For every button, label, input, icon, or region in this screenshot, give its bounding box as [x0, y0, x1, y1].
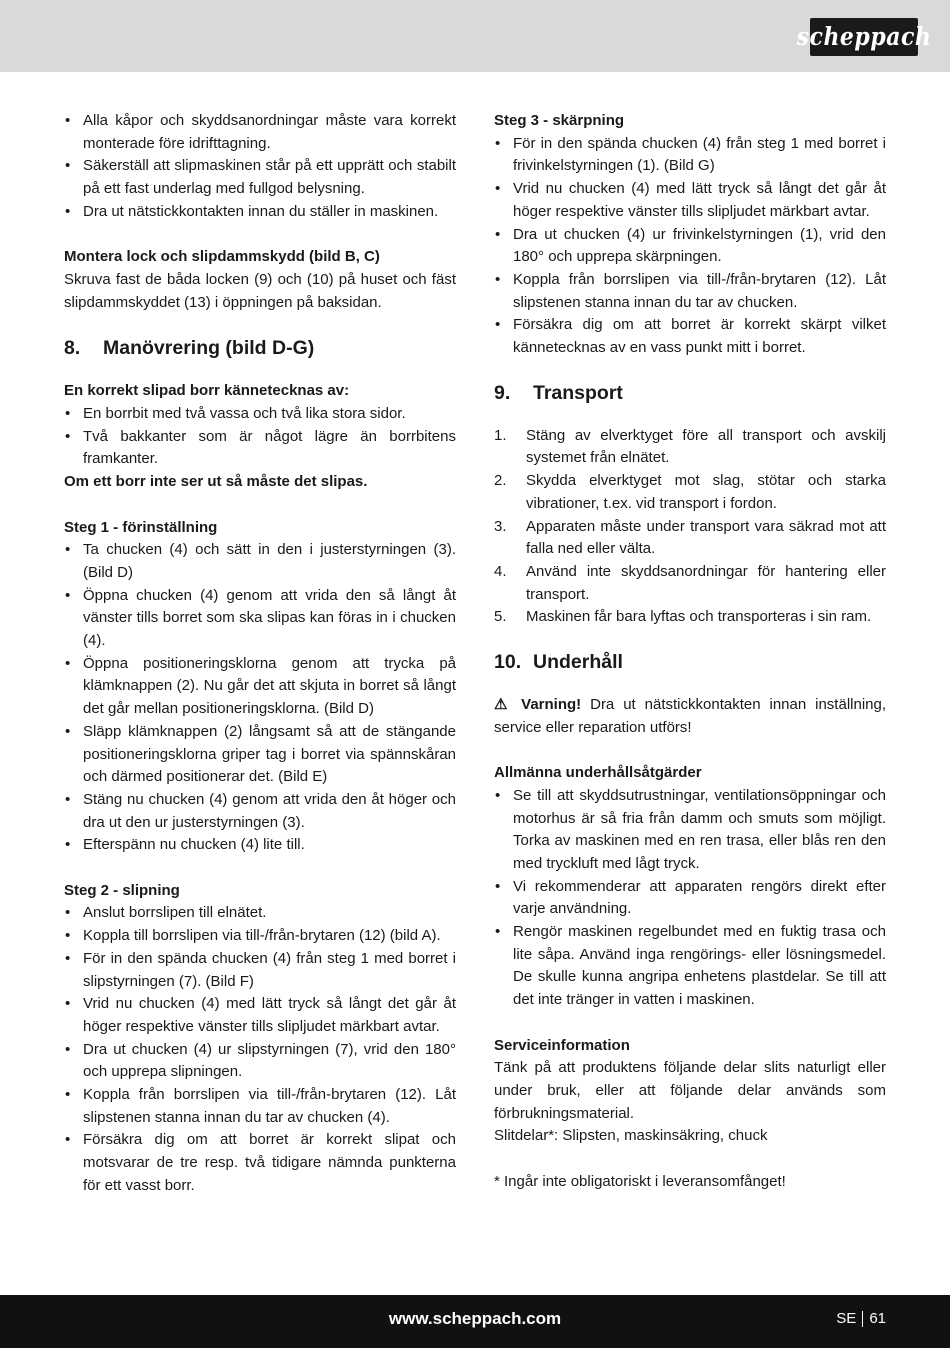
service-text: Tänk på att produktens följande delar slits naturligt eller under bruk, eller att följande delar används som förbrukningsmaterial.: [494, 1059, 886, 1122]
correct-drill-list: [64, 403, 456, 471]
section-number: 8.: [64, 337, 81, 360]
list-item: 5. Maskinen får bara lyftas och transporteras i sin ram.: [494, 608, 872, 626]
list-item: • Anslut borrslipen till elnätet.: [64, 902, 456, 925]
list-item: • Dra ut chucken (4) ur frivinkelstyrningen (1), vrid den 180° och upprepa skärpningen.: [494, 224, 886, 269]
list-item: • För in den spända chucken (4) från steg 1 med borret i frivinkelstyrningen (1). (Bild G): [494, 133, 886, 178]
list-item: • Alla kåpor och skyddsanordningar måste vara korrekt monterade före idrifttagning.: [64, 110, 456, 155]
list-item: • Vi rekommenderar att apparaten rengörs direkt efter varje användning.: [494, 876, 886, 921]
list-item: • För in den spända chucken (4) från steg 1 med borret i slipstyrningen (7). (Bild F): [64, 948, 456, 993]
intro-bullet-list: [64, 110, 456, 224]
section-title: Transport: [533, 381, 623, 404]
list-item: • Öppna positioneringsklorna genom att trycka på klämknappen (2). Nu går det att skjuta in borret så långt det går mellan positioneringsklorna. (Bild D): [64, 653, 456, 721]
list-item: • Släpp klämknappen (2) långsamt så att de stängande positioneringsklorna griper tag i borret via spännskåran och därmed positionerar det. (Bild E): [64, 721, 456, 789]
list-item: 4. Använd inte skyddsanordningar för hantering eller transport.: [494, 562, 886, 603]
list-item: • Försäkra dig om att borret är korrekt skärpt vilket kännetecknas av en vass punkt mitt i borret.: [494, 314, 886, 359]
website-link[interactable]: www.scheppach.com: [388, 1309, 562, 1328]
list-item: • Säkerställ att slipmaskinen står på ett upprätt och stabilt på ett fast underlag med fullgod belysning.: [64, 155, 456, 200]
service-heading: Serviceinformation: [494, 1036, 630, 1054]
list-item: • Rengör maskinen regelbundet med en fuktig trasa och lite såpa. Använd inga rengörings- eller lösningsmedel. De skulle kunna angripa enhetens plastdelar. Se till att det inte tränger in vatten i maskinen.: [494, 921, 886, 1012]
warning-label: ⚠ Varning!: [494, 696, 582, 714]
list-item: • Vrid nu chucken (4) med lätt tryck så långt det går åt höger respektive vänster tills slipljudet märkbart avtar.: [64, 993, 456, 1038]
step1-list: [64, 539, 456, 857]
list-item: • Dra ut nätstickkontakten innan du ställer in maskinen.: [64, 201, 456, 224]
page-footer: [0, 1295, 950, 1348]
wear-parts: Slitdelar*: Slipsten, maskinsäkring, chuck: [494, 1127, 768, 1145]
list-item: • Stäng nu chucken (4) genom att vrida den åt höger och dra ut den ur justerstyrningen (3).: [64, 789, 456, 834]
list-item: • Koppla från borrslipen via till-/från-brytaren (12). Låt slipstenen stanna innan du tar av chucken.: [494, 269, 886, 314]
page-indicator: [836, 1310, 886, 1327]
left-column: [64, 110, 456, 1198]
step2-heading: Steg 2 - slipning: [64, 881, 180, 899]
list-item: • Efterspänn nu chucken (4) lite till.: [64, 834, 456, 857]
section-10-heading: [494, 650, 886, 674]
right-column: [494, 110, 886, 1193]
general-maintenance-list: [494, 785, 886, 1012]
section-number: 9.: [494, 381, 511, 404]
section-8-heading: [64, 336, 456, 360]
step1-heading: Steg 1 - förinställning: [64, 518, 218, 536]
list-item: • Koppla från borrslipen via till-/från-brytaren (12). Låt slipstenen stanna innan du tar av chucken (4).: [64, 1084, 456, 1129]
step2-list: [64, 902, 456, 1197]
divider: [862, 1311, 863, 1327]
transport-list: [494, 425, 886, 629]
page-number: 61: [869, 1310, 886, 1327]
page-header: [0, 0, 950, 72]
section-number: 10.: [494, 651, 522, 674]
list-item: • Öppna chucken (4) genom att vrida den så långt åt vänster tills borret som ska slipas kan föras in i chucken (4).: [64, 585, 456, 653]
list-item: • Se till att skyddsutrustningar, ventilationsöppningar och motorhus är så fria från damm och smuts som möjligt. Torka av maskinen med en ren trasa, eller blås ren den med tryckluft med lågt tryck.: [494, 785, 886, 876]
section-title: Underhåll: [533, 651, 623, 674]
section-title: Manövrering (bild D-G): [103, 337, 315, 360]
list-item: • Ta chucken (4) och sätt in den i justerstyrningen (3). (Bild D): [64, 539, 456, 584]
correct-drill-heading: En korrekt slipad borr kännetecknas av:: [64, 382, 350, 400]
must-grind-note: Om ett borr inte ser ut så måste det slipas.: [64, 473, 368, 491]
list-item: • Dra ut chucken (4) ur slipstyrningen (7), vrid den 180° och upprepa slipningen.: [64, 1039, 456, 1084]
step3-list: [494, 133, 886, 360]
list-item: • Koppla till borrslipen via till-/från-brytaren (12) (bild A).: [64, 925, 456, 948]
warning-text: Dra ut nätstickkontakten innan inställning, service eller reparation utförs!: [494, 696, 887, 736]
mount-text: Skruva fast de båda locken (9) och (10) på huset och fäst slipdammskyddet (13) i öppningen på baksidan.: [64, 270, 456, 311]
footnote: * Ingår inte obligatoriskt i leveransomfånget!: [494, 1172, 786, 1190]
step3-heading: Steg 3 - skärpning: [494, 112, 625, 129]
language-code: SE: [836, 1310, 857, 1327]
list-item: • Två bakkanter som är något lägre än borrbitens framkanter.: [64, 426, 456, 471]
list-item: • En borrbit med två vassa och två lika stora sidor.: [64, 403, 456, 426]
list-item: • Försäkra dig om att borret är korrekt slipat och motsvarar de tre resp. två tidigare nämnda punkterna för ett vasst borr.: [64, 1129, 456, 1197]
section-9-heading: [494, 381, 886, 405]
scheppach-logo: [796, 18, 932, 56]
logo-text: scheppach: [796, 22, 932, 52]
list-item: 2. Skydda elverktyget mot slag, stötar och starka vibrationer, t.ex. vid transport i fordon.: [494, 472, 886, 512]
warning-paragraph: [494, 694, 886, 739]
list-item: 3. Apparaten måste under transport vara säkrad mot att falla ned eller välta.: [494, 517, 886, 558]
list-item: • Vrid nu chucken (4) med lätt tryck så långt det går åt höger respektive vänster tills slipljudet märkbart avtar.: [494, 178, 886, 223]
general-maintenance-heading: Allmänna underhållsåtgärder: [494, 764, 702, 782]
mount-heading: Montera lock och slipdammskydd (bild B, C): [64, 248, 380, 266]
list-item: 1. Stäng av elverktyget före all transport och avskilj systemet från elnätet.: [494, 426, 886, 467]
